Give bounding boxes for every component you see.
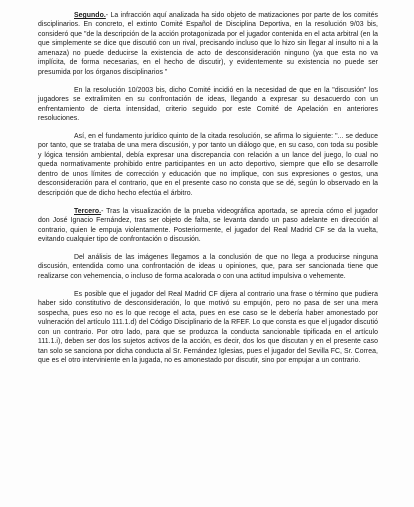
paragraph-tercero [38,207,378,245]
paragraph-text: - La infracción aquí analizada ha sido objeto de matizaciones por parte de los comités disciplinarios. En concreto, el extinto Comité Español de Disciplina Deportiva, en la resolución 9/03 bis, consideró que "de la descripción de la acción protagonizada por el jugador contenida en el acta arbitral (en la que simplemente se dice que discutió con un rival, precisando incluso que lo hizo sin llegar al insulto ni a la amenaza) no puede deducirse la existencia de acto de desconsideración ninguno (ya que esta no va implícita, de forma necesarias, en el hecho de discutir), y evidentemente su existencia no puede ser presumida por los órganos disciplinarios " [38,12,378,76]
paragraph-text: Es posible que el jugador del Real Madrid CF dijera al contrario una frase o término que pudiera haber sido constitutivo de desconsideración, lo que motivó su empujón, pero no pasa de ser una mera sospecha, pues eso no es lo que recoge el acta, pues en ese caso se le debería haber amonestado por vulneración del artículo 111.1.d) del Código Disciplinario de la RFEF. Lo que consta es que el jugador discutió con un contrario. Por otro lado, para que se produzca la conducta sancionable tipificada en el artículo 111.1.i), deben ser dos los sujetos activos de la acción, es decir, dos los que discutan y en el presente caso tan solo se sanciona por dicha conducta al Sr. Fernández Iglesias, pues el jugador del Sevilla FC, Sr. Correa, que es el otro interviniente en la jugada, no es amonestado por discutir, sino por empujar a un contrario. [38,290,378,364]
paragraph-resolucion [38,86,378,124]
section-heading-tercero: Tercero. [74,207,102,215]
paragraph-text: Del análisis de las imágenes llegamos a la conclusión de que no llega a producirse ninguna discusión, entendida como una confrontación de ideas u opiniones, que, para ser sancionada tiene que realizarse con vehemencia, o incluso de forma acalorada o con una actitud impulsiva o vehemente. [38,253,378,280]
paragraph-conclusion [38,290,378,366]
paragraph-text: En la resolución 10/2003 bis, dicho Comité incidió en la necesidad de que en la "discusión" los jugadores se extralimiten en su confrontación de ideas, llegando a expresar su desacuerdo con un enfrentamiento de cierta intensidad, criterio seguido por este Comité de Apelación en anteriores resoluciones. [38,86,378,123]
paragraph-fundamento [38,132,378,198]
paragraph-text: Así, en el fundamento jurídico quinto de la citada resolución, se afirma lo siguiente: "... se deduce por tanto, que se trataba de una mera discusión, y por tanto un diálogo que, en su caso, con toda su posible y lógica tensión ambiental, debía expresar una discrepancia con relación a un lance del juego, lo cual no queda normativamente prohibido entre participantes en un acto deportivo, siempre que ello se desarrolle dentro de unos límites de corrección y educación que no implique, con sus expresiones o gestos, una desconsideración para el contrario, que en el presente caso no consta que se dé, según lo observado en la descripción que de dicho hecho efectúa el árbitro. [38,132,378,197]
paragraph-analisis [38,253,378,281]
paragraph-text: - Tras la visualización de la prueba videográfica aportada, se aprecia cómo el jugador don José Ignacio Fernández, tras ser objeto de falta, se levanta dando un paso adelante en dirección al contrario, quien le empuja violentamente. Posteriormente, el jugador del Real Madrid CF se da la vuelta, evitando cualquier tipo de confrontación o discusión. [38,207,378,244]
section-heading-segundo: Segundo. [74,12,106,19]
paragraph-segundo [38,11,378,77]
